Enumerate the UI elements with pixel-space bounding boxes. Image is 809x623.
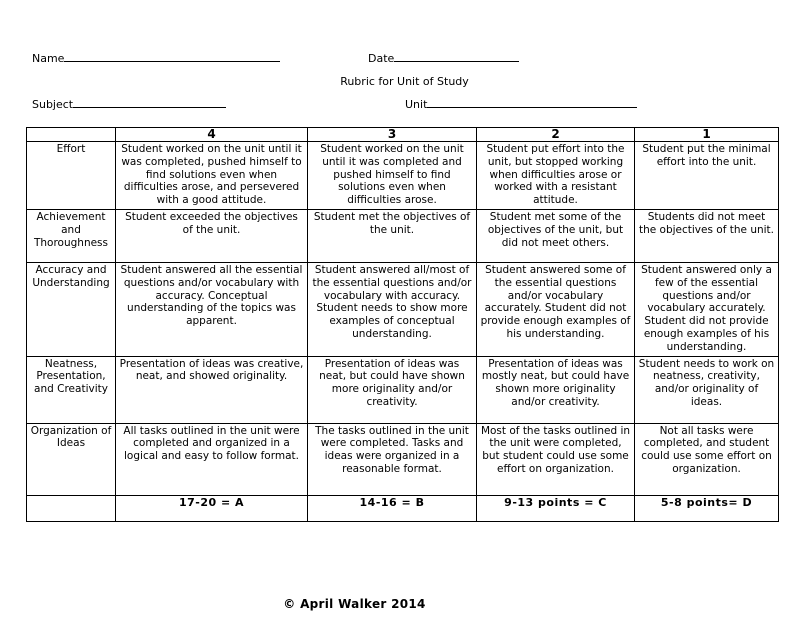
header-row — [27, 128, 779, 142]
row-label-organization: Organization of Ideas — [27, 423, 116, 495]
cell-organization-1: Not all tasks were completed, and student could use some effort on organization. — [635, 423, 779, 495]
grade-row — [27, 495, 779, 521]
cell-accuracy-3: Student answered all/most of the essential questions and/or vocabulary with accuracy. Student needs to show more examples of conceptual understanding. — [308, 262, 477, 356]
rubric-table — [26, 127, 779, 522]
table-row — [27, 142, 779, 210]
table-row — [27, 356, 779, 423]
cell-effort-4: Student worked on the unit until it was completed, pushed himself to find solutions even when difficulties arose, and persevered with a good attitude. — [116, 142, 308, 210]
cell-achievement-4: Student exceeded the objectives of the unit. — [116, 209, 308, 262]
name-blank-line[interactable] — [64, 51, 280, 62]
cell-achievement-2: Student met some of the objectives of the unit, but did not meet others. — [477, 209, 635, 262]
subject-label: Subject — [32, 98, 74, 111]
cell-effort-3: Student worked on the unit until it was completed and pushed himself to find solutions even when difficulties arose. — [308, 142, 477, 210]
column-header-blank — [27, 128, 116, 142]
grade-c: 9-13 points = C — [477, 495, 635, 521]
date-field[interactable] — [368, 51, 519, 66]
name-field[interactable] — [32, 51, 280, 66]
row-label-achievement: Achievement and Thoroughness — [27, 209, 116, 262]
unit-label: Unit — [405, 98, 428, 111]
cell-organization-3: The tasks outlined in the unit were completed. Tasks and ideas were organized in a reasonable format. — [308, 423, 477, 495]
grade-d: 5-8 points= D — [635, 495, 779, 521]
cell-organization-4: All tasks outlined in the unit were completed and organized in a logical and easy to follow format. — [116, 423, 308, 495]
grade-a: 17-20 = A — [116, 495, 308, 521]
table-row — [27, 209, 779, 262]
copyright-notice: © April Walker 2014 — [283, 597, 426, 611]
column-header-4: 4 — [116, 128, 308, 142]
grade-row-label-blank — [27, 495, 116, 521]
cell-achievement-1: Students did not meet the objectives of the unit. — [635, 209, 779, 262]
cell-organization-2: Most of the tasks outlined in the unit were completed, but student could use some effort on organization. — [477, 423, 635, 495]
column-header-3: 3 — [308, 128, 477, 142]
subject-blank-line[interactable] — [73, 97, 226, 108]
cell-effort-2: Student put effort into the unit, but stopped working when difficulties arose or worked with a resistant attitude. — [477, 142, 635, 210]
date-blank-line[interactable] — [394, 51, 519, 62]
table-row — [27, 423, 779, 495]
table-row — [27, 262, 779, 356]
cell-neatness-1: Student needs to work on neatness, creativity, and/or originality of ideas. — [635, 356, 779, 423]
cell-accuracy-4: Student answered all the essential questions and/or vocabulary with accuracy. Conceptual understanding of the topics was apparent. — [116, 262, 308, 356]
cell-achievement-3: Student met the objectives of the unit. — [308, 209, 477, 262]
column-header-2: 2 — [477, 128, 635, 142]
row-label-neatness: Neatness, Presentation, and Creativity — [27, 356, 116, 423]
row-label-effort: Effort — [27, 142, 116, 210]
column-header-1: 1 — [635, 128, 779, 142]
subject-field[interactable] — [32, 97, 226, 112]
cell-accuracy-2: Student answered some of the essential questions and/or vocabulary accurately. Student did not provide enough examples of his understanding. — [477, 262, 635, 356]
date-label: Date — [368, 52, 395, 65]
page-title: Rubric for Unit of Study — [340, 75, 469, 88]
cell-accuracy-1: Student answered only a few of the essential questions and/or vocabulary accurately. Student did not provide enough examples of his understanding. — [635, 262, 779, 356]
unit-field[interactable] — [405, 97, 637, 112]
cell-neatness-2: Presentation of ideas was mostly neat, but could have shown more originality and/or creativity. — [477, 356, 635, 423]
row-label-accuracy: Accuracy and Understanding — [27, 262, 116, 356]
grade-b: 14-16 = B — [308, 495, 477, 521]
cell-neatness-4: Presentation of ideas was creative, neat, and showed originality. — [116, 356, 308, 423]
cell-neatness-3: Presentation of ideas was neat, but could have shown more originality and/or creativity. — [308, 356, 477, 423]
name-label: Name — [32, 52, 65, 65]
unit-blank-line[interactable] — [427, 97, 637, 108]
cell-effort-1: Student put the minimal effort into the unit. — [635, 142, 779, 210]
